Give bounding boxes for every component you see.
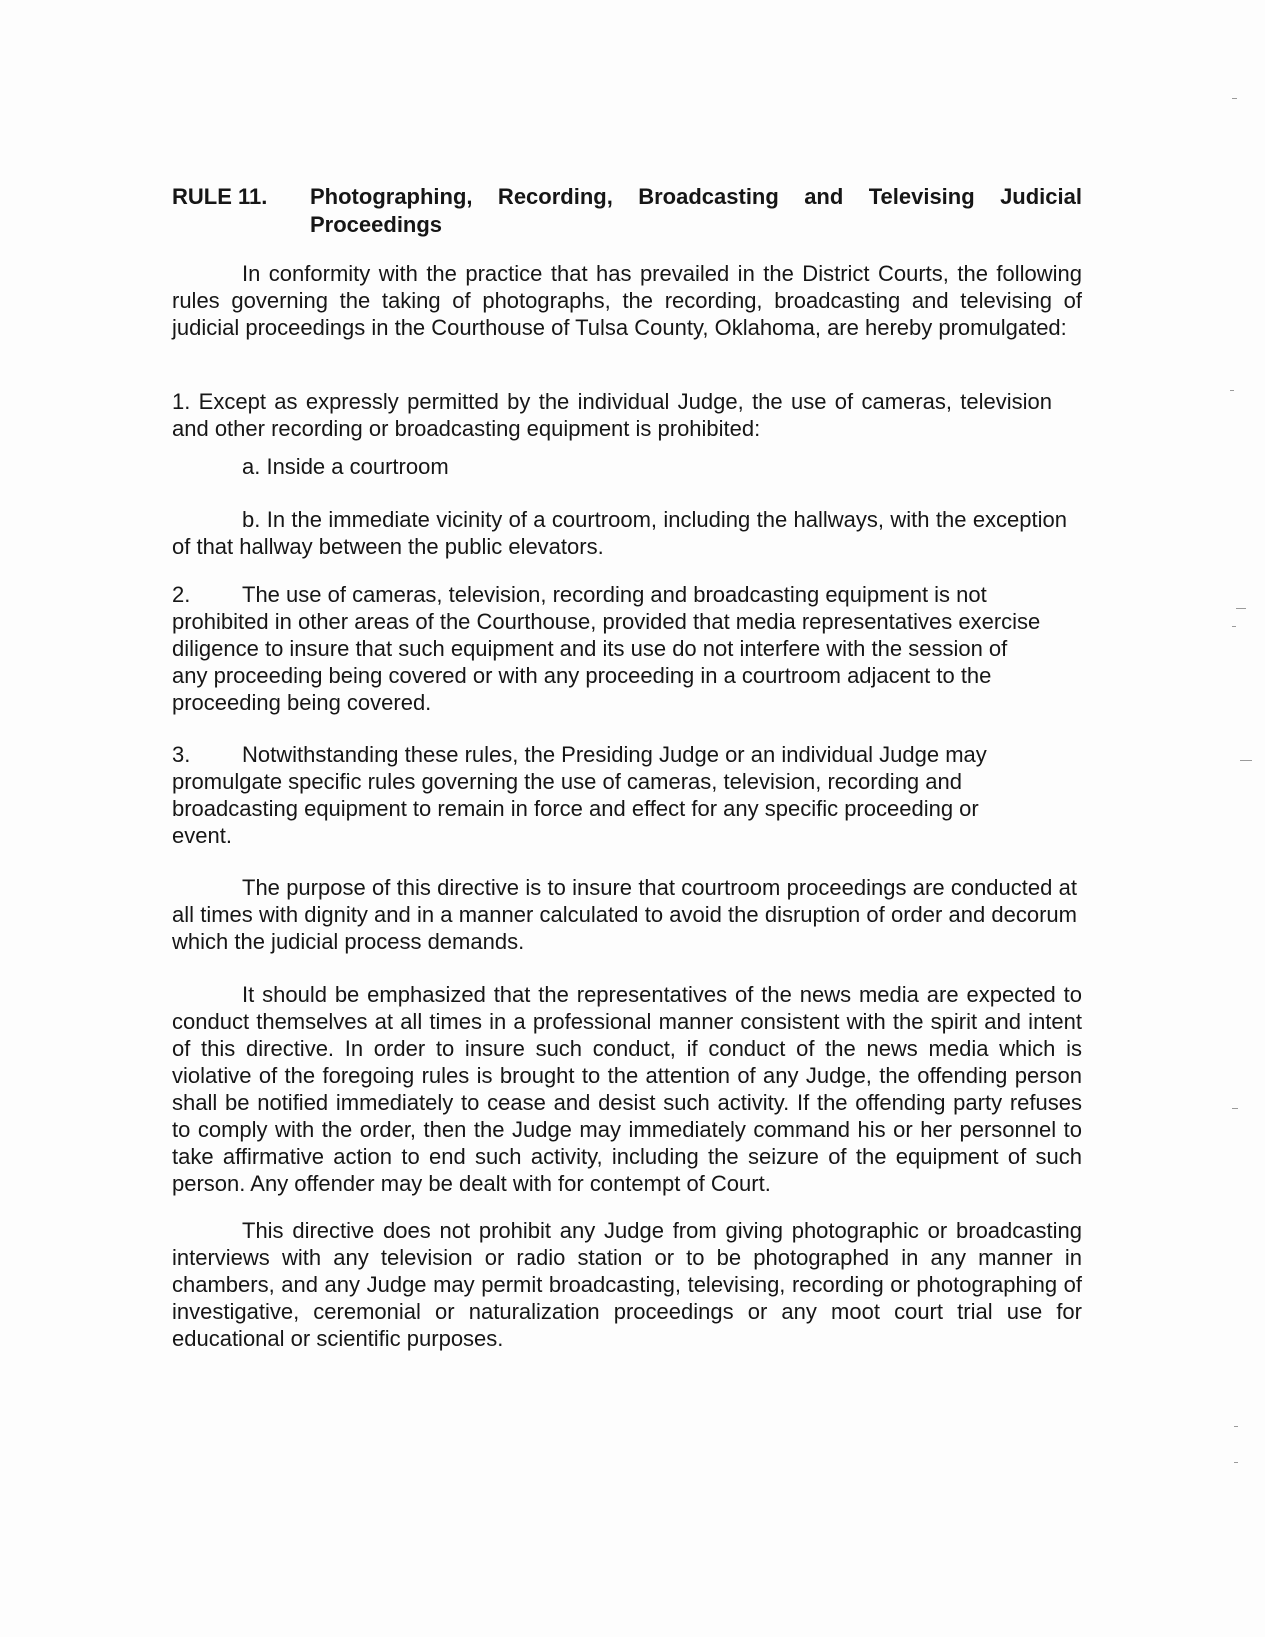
item-3-number: 3. xyxy=(172,742,191,767)
item-3-text: Notwithstanding these rules, the Presiding Judge or an individual Judge may promulgate specific rules governing the use of cameras, television, recording and broadcasting equipment to remain in force and effect for any specific proceeding or event. xyxy=(172,742,987,848)
scan-artifact xyxy=(1234,1426,1238,1427)
item-2-number: 2. xyxy=(172,582,191,607)
scan-artifact xyxy=(1234,1462,1238,1463)
scan-artifact xyxy=(1232,98,1237,99)
item-1a: a. Inside a courtroom xyxy=(242,454,449,479)
rule-title: Photographing, Recording, Broadcasting and Televising Judicial Proceedings xyxy=(310,184,1082,237)
item-3-paragraph xyxy=(172,741,1032,849)
item-2-paragraph xyxy=(172,581,1042,716)
item-1b: b. In the immediate vicinity of a courtroom, including the hallways, with the exception of that hallway between the public elevators. xyxy=(172,507,1067,559)
conduct-paragraph: It should be emphasized that the representatives of the news media are expected to conduct themselves at all times in a professional manner consistent with the spirit and intent of this directive. In order to insure such conduct, if conduct of the news media which is violative of the foregoing rules is brought to the attention of any Judge, the offending person shall be notified immediately to cease and desist such activity. If the offending party refuses to comply with the order, then the Judge may immediately command his or her personnel to take affirmative action to end such activity, including the seizure of the equipment of such person. Any offender may be dealt with for contempt of Court. xyxy=(172,982,1082,1196)
exceptions-paragraph: This directive does not prohibit any Judge from giving photographic or broadcasting interviews with any television or radio station or to be photographed in any manner in chambers, and any Judge may permit broadcasting, televising, recording or photographing of investigative, ceremonial or naturalization proceedings or any moot court trial use for educational or scientific purposes. xyxy=(172,1218,1082,1351)
rule-heading xyxy=(172,183,1082,239)
scan-artifact xyxy=(1236,608,1246,609)
purpose-paragraph: The purpose of this directive is to insure that courtroom proceedings are conducted at all times with dignity and in a manner calculated to avoid the disruption of order and decorum which the judicial process demands. xyxy=(172,875,1077,954)
scan-artifact xyxy=(1240,760,1252,761)
scan-artifact xyxy=(1232,626,1236,627)
scan-artifact xyxy=(1230,390,1234,391)
rule-number: RULE 11. xyxy=(172,184,268,209)
item-2-text: The use of cameras, television, recording and broadcasting equipment is not prohibited in other areas of the Courthouse, provided that media representatives exercise diligence to insure that such equipment and its use do not interfere with the session of any proceeding being covered or with any proceeding in a courtroom adjacent to the proceeding being covered. xyxy=(172,582,1041,715)
item-1-paragraph: 1. Except as expressly permitted by the individual Judge, the use of cameras, television and other recording or broadcasting equipment is prohibited: xyxy=(172,389,1052,441)
scan-artifact xyxy=(1232,1108,1238,1109)
intro-paragraph: In conformity with the practice that has prevailed in the District Courts, the following rules governing the taking of photographs, the recording, broadcasting and televising of judicial proceedings in the Courthouse of Tulsa County, Oklahoma, are hereby promulgated: xyxy=(172,261,1082,340)
